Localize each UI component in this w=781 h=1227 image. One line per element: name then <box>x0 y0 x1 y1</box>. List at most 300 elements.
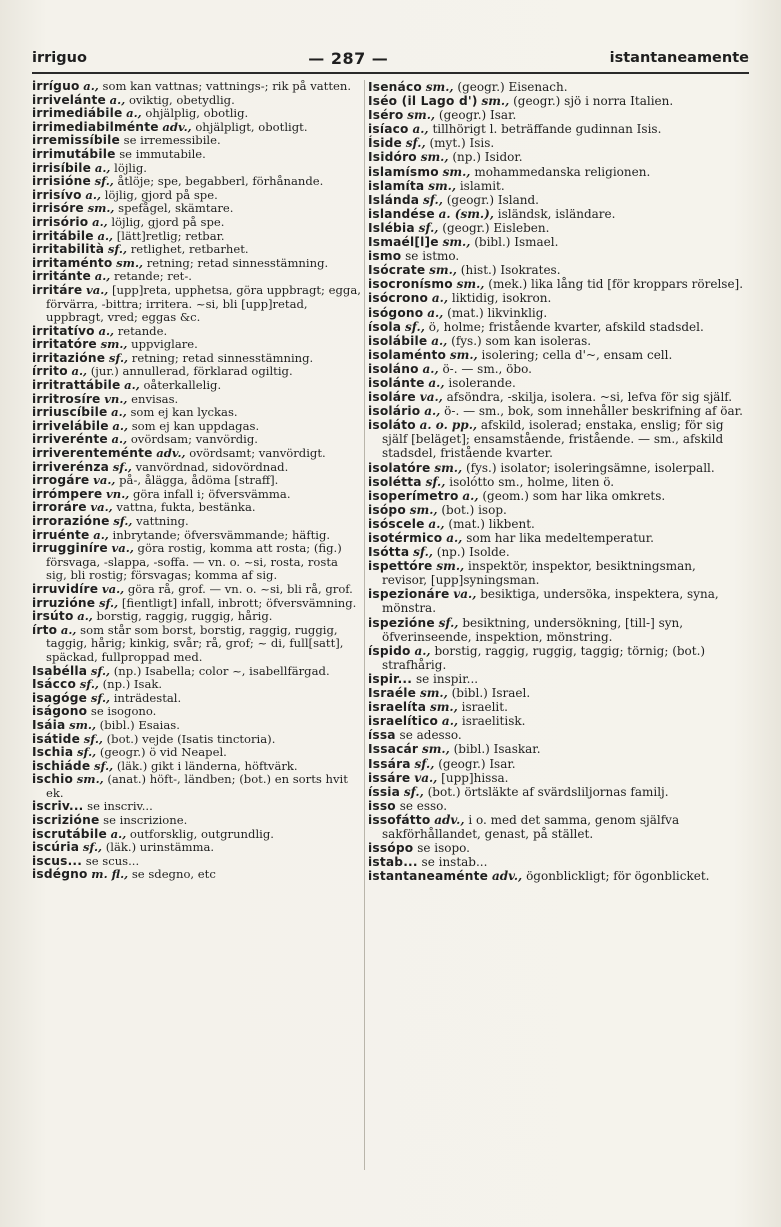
entry-grammar: a., <box>97 228 114 243</box>
entry-grammar: sf., <box>438 615 459 630</box>
entry-definition: ögonblickligt; för ögonblicket. <box>526 869 710 884</box>
entry-definition: retning; retad sinnesstämning. <box>131 350 314 365</box>
entry-grammar: a., <box>111 405 127 420</box>
entry-definition: [upp]hissa. <box>441 770 509 785</box>
entry-definition: (mat.) likbent. <box>448 516 535 531</box>
entry-definition: se inspir... <box>415 671 479 686</box>
entry-grammar: a., <box>77 609 93 624</box>
entry-headword: irroráre <box>32 500 87 515</box>
entry-grammar: va., <box>93 473 116 488</box>
entry-headword: Iséo (il Lago d') <box>368 94 478 109</box>
dictionary-entry <box>368 813 744 841</box>
entry-grammar: a., <box>111 432 128 447</box>
entry-definition: som ej kan lyckas. <box>130 405 238 420</box>
entry-definition: outforsklig, outgrundlig. <box>129 826 274 841</box>
entry-headword: irritáre <box>32 282 83 297</box>
entry-grammar: a., <box>412 122 429 137</box>
entry-grammar: sf., <box>425 474 446 489</box>
entry-grammar: a., <box>60 622 77 637</box>
dictionary-entry <box>32 393 362 407</box>
dictionary-entry <box>368 616 744 644</box>
entry-grammar: sm., <box>428 178 457 193</box>
entry-grammar: adv., <box>434 812 465 827</box>
dictionary-entry <box>32 433 362 447</box>
entry-definition: (geogr.) Island. <box>446 192 539 207</box>
entry-headword: irrisóre <box>32 201 84 216</box>
entry-grammar: sm., <box>100 337 128 352</box>
dictionary-entry <box>368 644 744 672</box>
entry-headword: Isidóro <box>368 150 417 165</box>
entry-headword: Isáia <box>32 717 66 732</box>
entry-headword: Isácco <box>32 677 77 692</box>
entry-definition: (läk.) gikt i länderna, höftvärk. <box>116 758 298 773</box>
entry-grammar: sf., <box>405 319 425 334</box>
entry-grammar: sf., <box>112 459 132 474</box>
entry-grammar: sm., <box>76 772 104 787</box>
dictionary-entry <box>32 107 362 121</box>
entry-headword: irríguo <box>32 79 80 93</box>
entry-headword: Issacár <box>368 742 419 757</box>
entry-definition: (bibl.) Isaskar. <box>453 742 541 757</box>
entry-headword: isátide <box>32 731 81 746</box>
entry-definition: (fys.) som kan isoleras. <box>451 333 592 348</box>
entry-grammar: a. o. pp., <box>419 418 478 433</box>
entry-headword: irruzióne <box>32 595 96 610</box>
entry-definition: envisas. <box>131 391 179 406</box>
dictionary-entry <box>368 80 744 94</box>
right-column <box>368 80 744 883</box>
dictionary-entry <box>32 175 362 189</box>
entry-definition: islamit. <box>459 178 505 193</box>
entry-definition: (mek.) lika lång tid [för kroppars rörelse]. <box>488 277 744 292</box>
column-divider <box>364 80 365 1170</box>
entry-headword: irriuscíbile <box>32 405 108 420</box>
dictionary-entry <box>368 587 744 615</box>
entry-definition: (geogr.) sjö i norra Italien. <box>513 94 674 109</box>
entry-headword: irritrosíre <box>32 391 101 406</box>
dictionary-entry <box>368 686 744 700</box>
entry-headword: Íside <box>368 136 402 151</box>
entry-headword: Ischia <box>32 745 74 760</box>
entry-headword: isóscele <box>368 516 425 531</box>
dictionary-entry <box>32 705 362 719</box>
entry-definition: se istmo. <box>405 249 460 264</box>
entry-definition: israelit. <box>461 700 508 715</box>
entry-grammar: a., <box>85 187 102 202</box>
entry-headword: isoperímetro <box>368 488 459 503</box>
dictionary-entry <box>368 404 744 418</box>
entry-definition: som kan vattnas; vattnings-; rik på vatten. <box>102 79 352 93</box>
dictionary-entry <box>32 202 362 216</box>
dictionary-entry <box>368 291 744 305</box>
entry-definition: tillhörigt l. beträffande gudinnan Isis. <box>432 122 662 137</box>
dictionary-entry <box>368 306 744 320</box>
dictionary-entry <box>32 529 362 543</box>
dictionary-entry <box>368 728 744 742</box>
entry-definition: se esso. <box>399 798 448 813</box>
entry-grammar: sm., <box>434 460 463 475</box>
entry-definition: afskild, isolerad; enstaka, enslig; för sig själf [beläget]; ensamstående, fristående. — sm., afskild stadsdel, fristående kvarter. <box>382 418 724 461</box>
right-guide-word: istantaneamente <box>609 50 749 66</box>
dictionary-entry <box>32 692 362 706</box>
entry-grammar: sf., <box>423 192 443 207</box>
dictionary-entry <box>32 365 362 379</box>
entry-grammar: a., <box>422 361 439 376</box>
entry-headword: israelítico <box>368 714 439 729</box>
entry-definition: se inscrizione. <box>103 813 188 828</box>
dictionary-entry <box>32 855 362 869</box>
entry-grammar: sf., <box>418 220 439 235</box>
entry-headword: irrisíbile <box>32 160 92 175</box>
dictionary-entry <box>32 814 362 828</box>
dictionary-entry <box>368 235 744 249</box>
entry-definition: (geogr.) Isar. <box>438 108 517 123</box>
entry-headword: Isabélla <box>32 663 88 678</box>
entry-grammar: sf., <box>405 136 426 151</box>
entry-definition: se adesso. <box>399 728 462 743</box>
dictionary-entry <box>32 379 362 393</box>
dictionary-entry <box>32 216 362 230</box>
entry-definition: (bibl.) Ismael. <box>474 235 559 250</box>
dictionary-entry <box>32 610 362 624</box>
entry-headword: irsúto <box>32 609 74 624</box>
entry-definition: se scus... <box>85 853 140 868</box>
entry-headword: irrivelánte <box>32 92 106 107</box>
entry-headword: irrómpere <box>32 486 103 501</box>
entry-definition: ohjälpligt, obotligt. <box>195 119 308 134</box>
dictionary-entry <box>368 108 744 122</box>
entry-headword: isso <box>368 798 396 813</box>
entry-grammar: a., <box>414 643 431 658</box>
dictionary-entry <box>32 828 362 842</box>
entry-definition: retlighet, retbarhet. <box>130 242 249 257</box>
entry-definition: (np.) Isidor. <box>452 150 523 165</box>
entry-headword: iscrutábile <box>32 826 107 841</box>
page-number: — 287 — <box>308 48 389 68</box>
left-guide-word: irriguo <box>32 50 87 66</box>
entry-headword: ismo <box>368 249 402 264</box>
dictionary-entry <box>32 746 362 760</box>
entry-grammar: sf., <box>403 784 424 799</box>
dictionary-entry <box>32 243 362 257</box>
entry-definition: åtlöje; spe, begabberl, förhånande. <box>117 174 324 189</box>
dictionary-entry <box>368 785 744 799</box>
entry-headword: iscrizióne <box>32 813 100 828</box>
dictionary-entry <box>368 193 744 207</box>
entry-headword: irriverénza <box>32 459 110 474</box>
entry-grammar: sm., <box>449 347 478 362</box>
entry-grammar: a., <box>94 269 111 284</box>
dictionary-entry <box>32 230 362 244</box>
entry-headword: isócrono <box>368 291 429 306</box>
entry-headword: irrimediábile <box>32 106 123 121</box>
entry-headword: íssa <box>368 728 396 743</box>
entry-definition: se sdegno, etc <box>131 867 216 882</box>
entry-definition: (bot.) isop. <box>441 502 507 517</box>
entry-grammar: sm., <box>116 255 144 270</box>
entry-grammar: a., <box>446 531 463 545</box>
dictionary-entry <box>32 420 362 434</box>
dictionary-entry <box>32 325 362 339</box>
entry-definition: löjlig, gjord på spe. <box>104 187 218 202</box>
dictionary-entry <box>32 162 362 176</box>
dictionary-entry <box>368 461 744 475</box>
dictionary-entry <box>32 542 362 583</box>
dictionary-entry <box>32 624 362 665</box>
dictionary-entry <box>32 148 362 162</box>
entry-headword: Ismaél[l]e <box>368 235 439 250</box>
entry-headword: isolatóre <box>368 460 431 475</box>
entry-definition: (np.) Isabella; color ~, isabellfärgad. <box>113 663 330 678</box>
entry-headword: Isenáco <box>368 80 422 94</box>
entry-grammar: adv., <box>491 869 523 884</box>
dictionary-entry <box>368 277 744 291</box>
entry-headword: islamísmo <box>368 164 439 179</box>
entry-headword: irrisívo <box>32 187 82 202</box>
entry-headword: issópo <box>368 841 414 856</box>
entry-grammar: sm., <box>481 94 510 109</box>
entry-headword: isolário <box>368 404 421 419</box>
entry-definition: borstig, raggig, ruggig, hårig. <box>96 609 273 624</box>
entry-definition: löjlig. <box>114 160 147 175</box>
entry-definition: (mat.) likvinklig. <box>447 305 548 320</box>
header-rule <box>32 72 749 74</box>
entry-grammar: va., <box>414 770 438 785</box>
dictionary-entry <box>32 597 362 611</box>
entry-grammar: va., <box>101 581 125 596</box>
dictionary-entry <box>32 501 362 515</box>
entry-definition: (geogr.) ö vid Neapel. <box>99 745 227 760</box>
entry-headword: iscus... <box>32 853 83 868</box>
entry-grammar: sm., <box>425 80 454 94</box>
entry-definition: retande; ret-. <box>113 269 192 284</box>
dictionary-entry <box>368 672 744 686</box>
entry-headword: islamíta <box>368 178 425 193</box>
dictionary-entry <box>32 800 362 814</box>
entry-definition: se inscriv... <box>87 799 153 814</box>
entry-headword: irritatóre <box>32 337 97 352</box>
entry-definition: ö-. — sm., öbo. <box>442 361 532 376</box>
dictionary-entry <box>368 771 744 785</box>
entry-definition: besiktning, undersökning, [till-] syn, öfverinseende, inspektion, mönstring. <box>382 615 684 644</box>
entry-definition: (geom.) som har lika omkrets. <box>482 488 666 503</box>
entry-grammar: sf., <box>94 174 114 189</box>
entry-headword: isolétta <box>368 474 422 489</box>
dictionary-entry <box>368 376 744 390</box>
entry-definition: (np.) Isolde. <box>436 545 510 560</box>
entry-headword: irritazióne <box>32 350 106 365</box>
entry-headword: isagóge <box>32 690 88 705</box>
entry-headword: irriverenteménte <box>32 446 153 461</box>
entry-definition: (bibl.) Esaias. <box>99 717 180 732</box>
entry-grammar: va., <box>453 587 477 602</box>
entry-headword: irrimutábile <box>32 146 116 161</box>
entry-grammar: va., <box>111 541 134 556</box>
entry-headword: iscriv... <box>32 799 84 814</box>
dictionary-entry <box>32 841 362 855</box>
entry-definition: ovördsam; vanvördig. <box>130 432 258 447</box>
entry-grammar: sf., <box>414 756 435 771</box>
entry-definition: afsöndra, -skilja, isolera. ~si, lefva för sig själf. <box>446 390 733 405</box>
entry-headword: isocronísmo <box>368 277 453 292</box>
entry-definition: retning; retad sinnesstämning. <box>146 255 329 270</box>
entry-grammar: a., <box>92 214 108 229</box>
dictionary-entry <box>368 559 744 587</box>
entry-grammar: sm., <box>409 502 438 517</box>
dictionary-entry <box>32 583 362 597</box>
entry-grammar: sf., <box>90 690 111 705</box>
entry-headword: irriverénte <box>32 432 108 447</box>
entry-headword: írrito <box>32 364 68 379</box>
entry-definition: som står som borst, borstig, raggig, ruggig, taggig, hårig; kinkig, svår; rå, grof; ~ di, full[satt], späckad, fullproppad med. <box>46 622 344 664</box>
dictionary-entry <box>368 531 744 545</box>
entry-headword: ispezióne <box>368 615 435 630</box>
entry-definition: (fys.) isolator; isoleringsämne, isolerpall. <box>465 460 715 475</box>
entry-headword: irrivelábile <box>32 418 109 433</box>
dictionary-entry <box>368 503 744 517</box>
dictionary-entry <box>32 515 362 529</box>
dictionary-entry <box>368 475 744 489</box>
entry-grammar: a., <box>83 79 99 93</box>
entry-grammar: sf., <box>113 514 133 528</box>
entry-grammar: a., <box>431 333 448 348</box>
entry-grammar: va., <box>90 500 113 515</box>
entry-definition: se irremessibile. <box>123 133 221 148</box>
entry-grammar: sf., <box>83 731 103 746</box>
entry-headword: irrimediabilménte <box>32 119 159 134</box>
dictionary-entry <box>32 338 362 352</box>
entry-grammar: sf., <box>82 840 103 855</box>
entry-headword: Isócrate <box>368 263 426 278</box>
dictionary-entry <box>368 320 744 334</box>
entry-grammar: sf., <box>90 663 111 678</box>
entry-definition: som har lika medeltemperatur. <box>466 531 654 545</box>
dictionary-entry <box>368 390 744 404</box>
dictionary-entry <box>32 447 362 461</box>
dictionary-entry <box>32 80 362 94</box>
entry-definition: vanvördnad, sidovördnad. <box>135 459 289 474</box>
dictionary-entry <box>32 474 362 488</box>
entry-headword: irritábile <box>32 228 94 243</box>
entry-headword: irritánte <box>32 269 91 284</box>
entry-definition: i o. med det samma, genom själfva sakförhållandet, genast, på stället. <box>382 812 680 841</box>
entry-definition: (bibl.) Israel. <box>451 686 531 701</box>
dictionary-entry <box>368 714 744 728</box>
dictionary-entry <box>368 249 744 263</box>
entry-headword: istantaneaménte <box>368 869 489 884</box>
entry-headword: írto <box>32 622 58 637</box>
entry-definition: liktidig, isokron. <box>451 291 552 306</box>
dictionary-entry <box>32 94 362 108</box>
entry-grammar: sf., <box>413 545 433 560</box>
running-header <box>32 46 749 70</box>
dictionary-entry <box>32 406 362 420</box>
entry-grammar: sm., <box>419 686 448 701</box>
entry-grammar: adv., <box>162 119 192 134</box>
entry-headword: irritrattábile <box>32 378 121 393</box>
entry-grammar: a., <box>110 826 127 841</box>
entry-grammar: a., <box>98 323 115 338</box>
entry-headword: isolánte <box>368 375 425 390</box>
entry-grammar: a., <box>428 375 445 390</box>
entry-grammar: sm., <box>456 277 485 292</box>
entry-definition: som ej kan uppdagas. <box>131 418 260 433</box>
entry-headword: istab... <box>368 855 418 870</box>
dictionary-entry <box>368 348 744 362</box>
entry-definition: [lätt]retlig; retbar. <box>116 228 225 243</box>
entry-headword: isoláto <box>368 418 416 433</box>
entry-definition: ohjälplig, obotlig. <box>145 106 249 121</box>
entry-grammar: sf., <box>94 758 114 773</box>
dictionary-entry <box>368 757 744 771</box>
entry-definition: vattna, fukta, bestänka. <box>116 500 256 515</box>
entry-headword: irrugginíre <box>32 541 108 556</box>
entry-headword: issáre <box>368 770 411 785</box>
entry-headword: irrisióne <box>32 174 91 189</box>
entry-headword: irritaménto <box>32 255 113 270</box>
entry-headword: isolábile <box>368 333 428 348</box>
dictionary-entry <box>368 207 744 221</box>
entry-grammar: va., <box>419 390 443 405</box>
dictionary-entry <box>368 489 744 503</box>
entry-grammar: sm., <box>442 235 471 250</box>
dictionary-entry <box>32 665 362 679</box>
dictionary-entry <box>32 868 362 882</box>
entry-grammar: a. (sm.), <box>438 206 494 221</box>
entry-definition: isolerande. <box>448 375 516 390</box>
dictionary-entry <box>32 678 362 692</box>
dictionary-entry <box>32 257 362 271</box>
entry-grammar: va., <box>86 282 109 297</box>
entry-grammar: sf., <box>98 595 119 610</box>
dictionary-entry <box>32 134 362 148</box>
entry-headword: íssia <box>368 784 401 799</box>
entry-definition: [fientligt] infall, inbrott; öfversvämning. <box>121 595 357 610</box>
entry-headword: irruénte <box>32 527 90 542</box>
entry-definition: löjlig, gjord på spe. <box>111 214 225 229</box>
dictionary-entry <box>368 263 744 277</box>
dictionary-entry <box>368 418 744 460</box>
dictionary-entry <box>368 221 744 235</box>
entry-definition: inbrytande; öfversvämmande; häftig. <box>112 527 331 542</box>
entry-headword: israelíta <box>368 700 427 715</box>
dictionary-entry <box>368 700 744 714</box>
entry-grammar: vn., <box>104 391 128 406</box>
entry-grammar: sf., <box>108 350 129 365</box>
dictionary-entry <box>32 352 362 366</box>
dictionary-entry <box>32 121 362 135</box>
dictionary-entry <box>32 284 362 325</box>
entry-grammar: a., <box>462 488 479 503</box>
entry-grammar: sm., <box>69 717 96 732</box>
dictionary-entry <box>32 760 362 774</box>
entry-headword: Islánda <box>368 192 420 207</box>
entry-headword: isoláno <box>368 361 419 376</box>
entry-definition: ovördsamt; vanvördigt. <box>189 446 326 461</box>
dictionary-entry <box>368 517 744 531</box>
dictionary-entry <box>368 122 744 136</box>
dictionary-entry <box>368 136 744 150</box>
entry-headword: isdégno <box>32 867 88 882</box>
entry-definition: uppviglare. <box>131 337 198 352</box>
entry-headword: ischiáde <box>32 758 91 773</box>
entry-definition: israelitisk. <box>461 714 526 729</box>
entry-definition: inspektör, inspektor, besiktningsman, revisor, [upp]syningsman. <box>382 559 696 588</box>
entry-grammar: adv., <box>156 446 186 461</box>
dictionary-entry <box>32 719 362 733</box>
dictionary-entry <box>368 742 744 756</box>
entry-headword: irrorazióne <box>32 514 110 528</box>
